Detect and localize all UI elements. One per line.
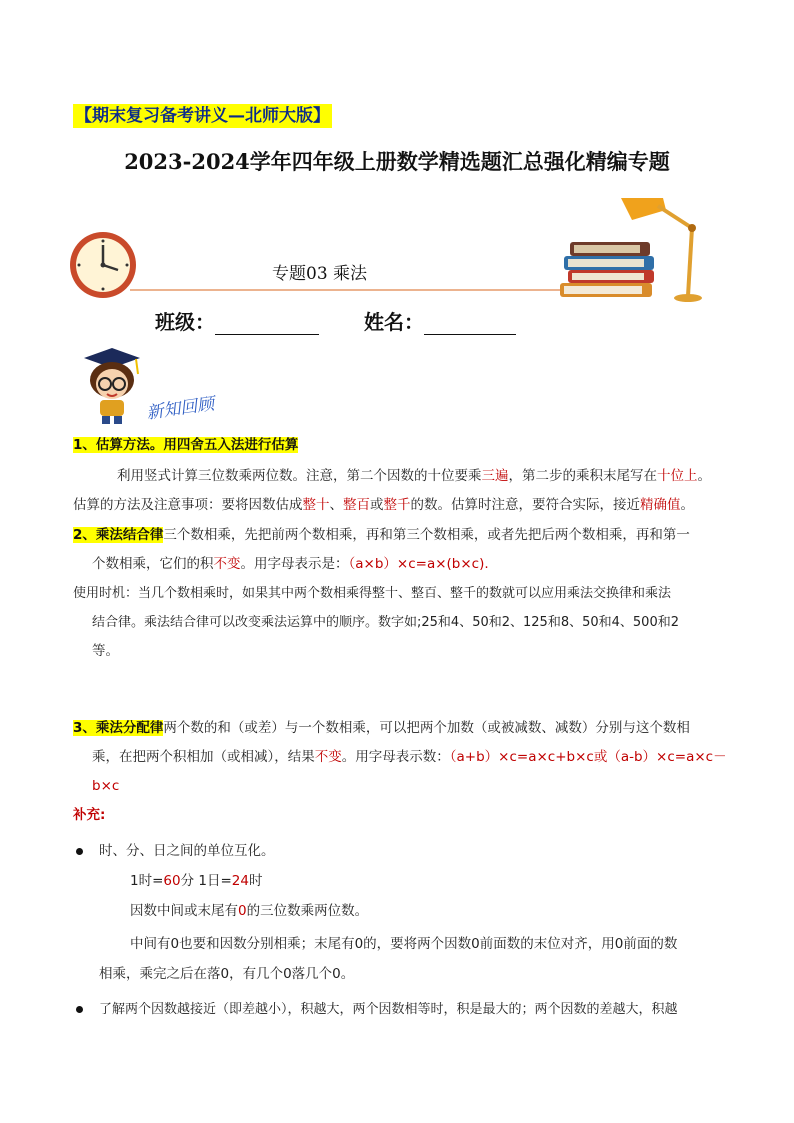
section-2-heading: 2、乘法结合律 xyxy=(73,527,164,543)
bullet-1-text: 时、分、日之间的单位互化。 xyxy=(99,843,275,859)
section-2-para-1: 2、乘法结合律三个数相乘，先把前两个数相乘，再和第三个数相乘，或者先把后两个数相乘，再和第一 xyxy=(73,527,690,543)
class-label: 班级： xyxy=(155,310,215,334)
section-3-heading: 3、乘法分配律 xyxy=(73,720,164,736)
section-3-para-1b: 乘，在把两个积相加（或相减），结果不变。用字母表示数：（a+b）×c=a×c+b×c或（a-b）×c=a×c－ xyxy=(92,749,727,765)
bullet-1-line-4: 相乘，乘完之后在落0，有几个0落几个0。 xyxy=(99,966,355,982)
bullet-icon xyxy=(76,848,83,855)
clock-icon xyxy=(70,232,136,298)
name-label: 姓名： xyxy=(363,310,424,334)
section-3-para-1c: b×c xyxy=(92,778,120,794)
bullet-2-text: 了解两个因数越接近（即差越小），积越大，两个因数相等时，积是最大的；两个因数的差越大，积越 xyxy=(99,1002,678,1017)
class-blank[interactable] xyxy=(215,312,319,335)
section-3-para-1: 3、乘法分配律两个数的和（或差）与一个数相乘，可以把两个加数（或被减数、减数）分别与这个数相 xyxy=(73,720,690,736)
student-graduate-icon xyxy=(76,344,146,426)
section-2-para-2b: 结合律。乘法结合律可以改变乘法运算中的顺序。数字如;25和4、50和2、125和8、50和4、500和2 xyxy=(92,615,679,630)
section-2-para-1b: 个数相乘，它们的积不变。用字母表示是：（a×b）×c=a×(b×c). xyxy=(92,556,489,572)
books-icon xyxy=(560,242,654,297)
supplement-heading: 补充: xyxy=(73,807,106,823)
bullet-icon xyxy=(76,1006,83,1013)
bullet-1-line-3: 中间有0也要和因数分别相乘；末尾有0的，要将两个因数0前面数的末位对齐，用0前面的数 xyxy=(130,936,678,952)
section-1-para-1: 利用竖式计算三位数乘两位数。注意，第二个因数的十位要乘三遍，第二步的乘积末尾写在十位上。 xyxy=(117,468,711,484)
review-badge: 新知回顾 xyxy=(145,394,216,424)
section-1-para-2: 估算的方法及注意事项：要将因数估成整十、整百或整千的数。估算时注意，要符合实际，接近精确值。 xyxy=(73,497,694,513)
section-2-para-2c: 等。 xyxy=(92,643,119,659)
topic-title: 专题03 乘法 xyxy=(272,264,368,284)
name-blank[interactable] xyxy=(424,312,516,335)
header-tag: 【期末复习备考讲义—北师大版】 xyxy=(75,106,330,126)
bullet-1-line-1: 1时=60分 1日=24时 xyxy=(130,873,263,889)
section-2-para-2: 使用时机：当几个数相乘时，如果其中两个数相乘得整十、整百、整千的数就可以应用乘法交换律和乘法 xyxy=(73,586,672,601)
bullet-1-line-2: 因数中间或末尾有0的三位数乘两位数。 xyxy=(130,903,369,919)
section-1-heading: 1、估算方法。用四舍五入法进行估算 xyxy=(73,437,299,453)
page-title: 2023-2024学年四年级上册数学精选题汇总强化精编专题 xyxy=(124,149,670,174)
student-info-row xyxy=(155,306,516,335)
banner-graphics xyxy=(60,198,750,308)
